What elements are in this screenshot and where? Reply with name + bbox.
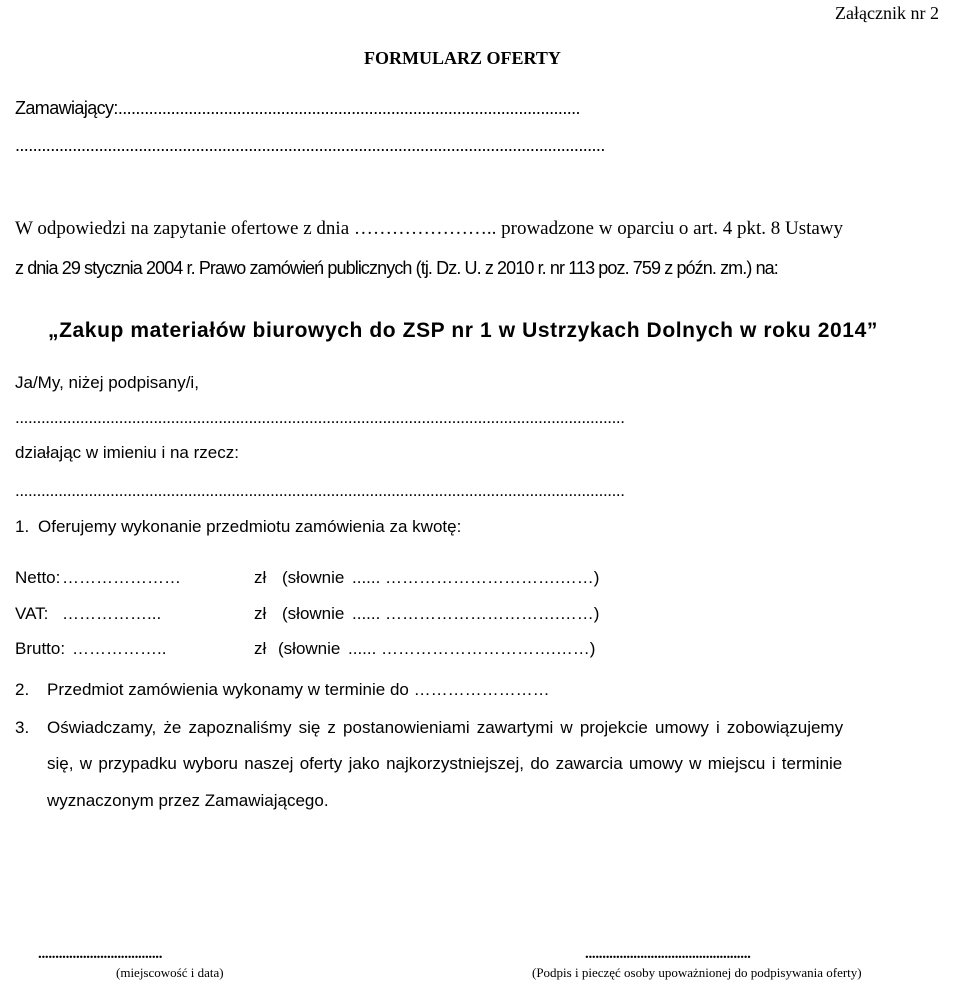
amount-value: ………………… [62, 568, 181, 587]
amount-currency: zł [254, 568, 267, 587]
amount-value: …………….. [72, 639, 167, 658]
amount-words-value: ...... ………………………….……) [352, 604, 600, 623]
point3-line-1: Oświadczamy, że zapoznaliśmy się z postanowieniami zawartymi w projekcie umowy i zobowiązujemy [47, 718, 844, 737]
place-date-dots: .................................... [38, 946, 163, 962]
amount-words-label: (słownie [282, 568, 345, 587]
intro-line-2: z dnia 29 stycznia 2004 r. Prawo zamówień publicznych (tj. Dz. U. z 2010 r. nr 113 poz. 759 z późn. zm.) na: [15, 258, 778, 278]
form-title: FORMULARZ OFERTY [364, 48, 561, 68]
place-date-caption: (miejscowość i data) [116, 965, 224, 980]
amount-words-label: (słownie [282, 604, 345, 623]
intro-line-1: W odpowiedzi na zapytanie ofertowe z dnia ………………….. prowadzone w oparciu o art. 4 pkt. 8 Ustawy [15, 218, 844, 239]
acting-label: działając w imieniu i na rzecz: [15, 443, 239, 462]
point3-number: 3. [15, 718, 30, 737]
amount-label: Brutto: [15, 639, 66, 658]
amount-words-value: ...... ………………………….……) [352, 568, 600, 587]
signatory-label: Ja/My, niżej podpisany/i, [15, 373, 199, 392]
point1-text: Oferujemy wykonanie przedmiotu zamówienia za kwotę: [38, 517, 462, 536]
point1-number: 1. [15, 517, 30, 536]
signature-caption: (Podpis i pieczęć osoby upoważnionej do podpisywania oferty) [532, 965, 862, 980]
amount-label: Netto: [15, 568, 61, 587]
signature-dots: ................................................ [585, 946, 751, 962]
point2-number: 2. [15, 680, 30, 699]
amount-currency: zł [254, 604, 267, 623]
amount-label: VAT: [15, 604, 49, 623]
amount-currency: zł [254, 639, 267, 658]
amount-words-value: ...... ………………………….……) [348, 639, 596, 658]
ordering-party-dots: ...................................................................................................................................... [15, 135, 605, 155]
point3-line-3: wyznaczonym przez Zamawiającego. [47, 791, 329, 810]
acting-dots: ............................................................................................................................................. [15, 481, 625, 500]
point3-line-2: się, w przypadku wyboru naszej oferty jako najkorzystniejszej, do zawarcia umowy w miejscu i terminie [47, 754, 843, 773]
ordering-party-line: Zamawiający:......................................................................................................... [15, 98, 580, 118]
attachment-label: Załącznik nr 2 [835, 3, 939, 23]
order-subject: „Zakup materiałów biurowych do ZSP nr 1 w Ustrzykach Dolnych w roku 2014” [48, 319, 878, 342]
amount-words-label: (słownie [278, 639, 341, 658]
signatory-dots: ............................................................................................................................................. [15, 408, 625, 427]
amount-value: ……………... [62, 604, 162, 623]
point2-text: Przedmiot zamówienia wykonamy w terminie do …………………… [47, 680, 550, 699]
